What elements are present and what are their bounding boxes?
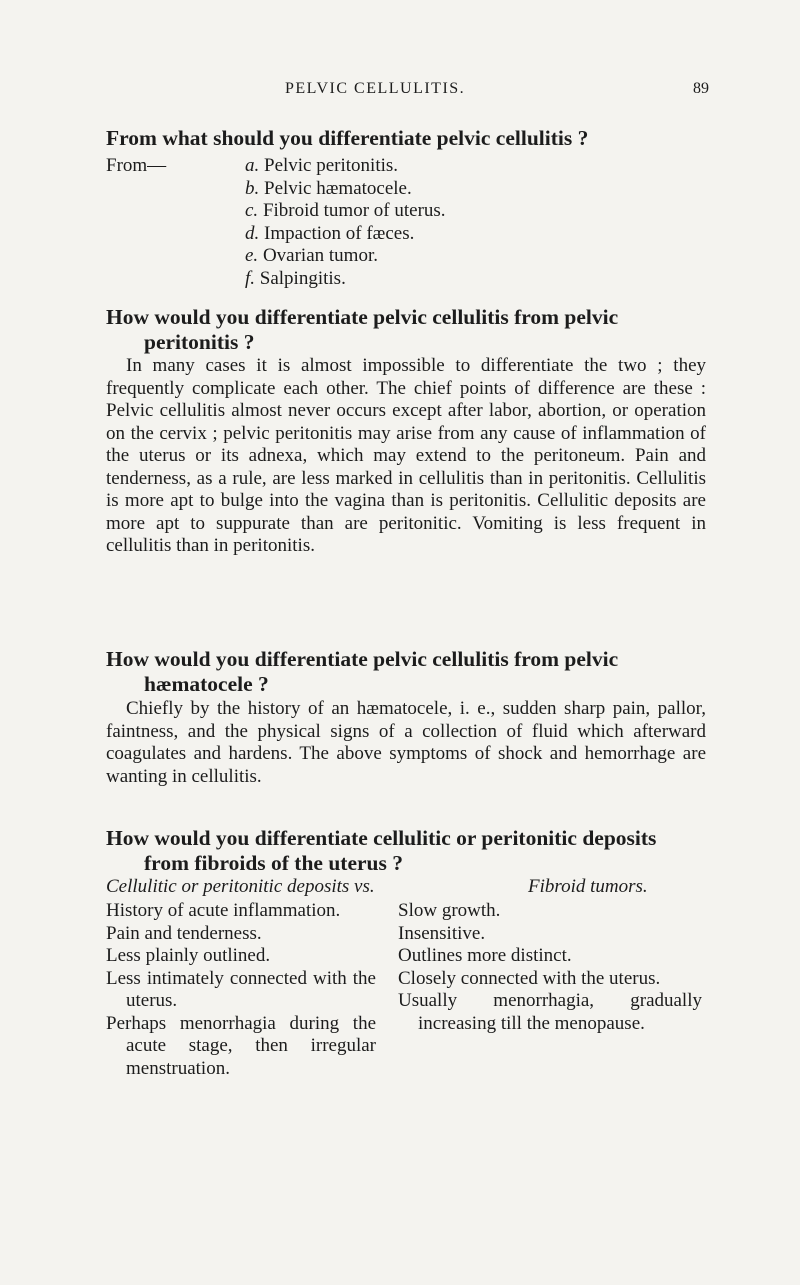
left-column-heading: Cellulitic or peritonitic deposits vs. (106, 876, 375, 897)
list-item: c. Fibroid tumor of uterus. (245, 200, 446, 221)
running-head (0, 80, 800, 104)
list-item: e. Ovarian tumor. (245, 245, 378, 266)
list-item: Less plainly outlined. (106, 945, 271, 966)
list-item: d. Impaction of fæces. (245, 222, 415, 244)
right-column-heading: Fibroid tumors. (528, 876, 648, 897)
list-item: b. Pelvic hæmatocele. (245, 177, 412, 199)
list-item: Pain and tenderness. (106, 922, 262, 944)
list-item: Usually menorrhagia, gradually increasing till the menopause. (398, 990, 702, 1034)
list-item: f. Salpingitis. (245, 267, 346, 289)
question-cellulitis-vs-haematocele: How would you differentiate pelvic cellulitis from pelvic hæmatocele ? (106, 647, 619, 696)
question-differentiate-from: From what should you differentiate pelvic cellulitis ? (106, 126, 589, 150)
list-item: Less intimately connected with the uterus. (106, 967, 376, 1011)
question-cellulitis-vs-peritonitis: How would you differentiate pelvic cellulitis from pelvic peritonitis ? (106, 305, 619, 354)
question-deposits-vs-fibroids: How would you differentiate cellulitic or peritonitic deposits from fibroids of the uterus ? (106, 826, 657, 875)
list-item: History of acute inflammation. (106, 900, 341, 921)
fibroids-column (398, 900, 702, 1035)
from-label: From— (106, 155, 167, 176)
differential-items (245, 155, 705, 290)
list-item: Slow growth. (398, 900, 501, 921)
list-item: Insensitive. (398, 922, 486, 944)
list-item: Closely connected with the uterus. (398, 967, 661, 989)
running-head-title: PELVIC CELLULITIS. (285, 80, 466, 97)
list-item: Outlines more distinct. (398, 945, 572, 966)
answer-cellulitis-vs-haematocele: Chiefly by the history of an hæmatocele, i. e., sudden sharp pain, pallor, faintness, and the physical signs of a collection of fluid which afterward coagulates and hardens. The above symptoms of shock and hemorrhage are wanting in cellulitis. (106, 698, 706, 787)
answer-cellulitis-vs-peritonitis: In many cases it is almost impossible to differentiate the two ; they frequently complicate each other. The chief points of difference are these : Pelvic cellulitis almost never occurs except after labor, abortion, or operation on the cervix ; pelvic peritonitis may arise from any cause of inflammation of the uterus or its adnexa, which may extend to the peritoneum. Pain and tenderness, as a rule, are less marked in cellulitis than in peritonitis. Cellulitis is more apt to bulge into the vagina than is peritonitis. Cellulitic deposits are more apt to suppurate than are peritonitic. Vomiting is less frequent in cellulitis than in peritonitis. (106, 355, 706, 556)
page-number: 89 (693, 80, 709, 97)
list-item: Perhaps menorrhagia during the acute stage, then irregular menstruation. (106, 1012, 376, 1079)
deposits-column (106, 900, 376, 1080)
list-item: a. Pelvic peritonitis. (245, 155, 399, 176)
